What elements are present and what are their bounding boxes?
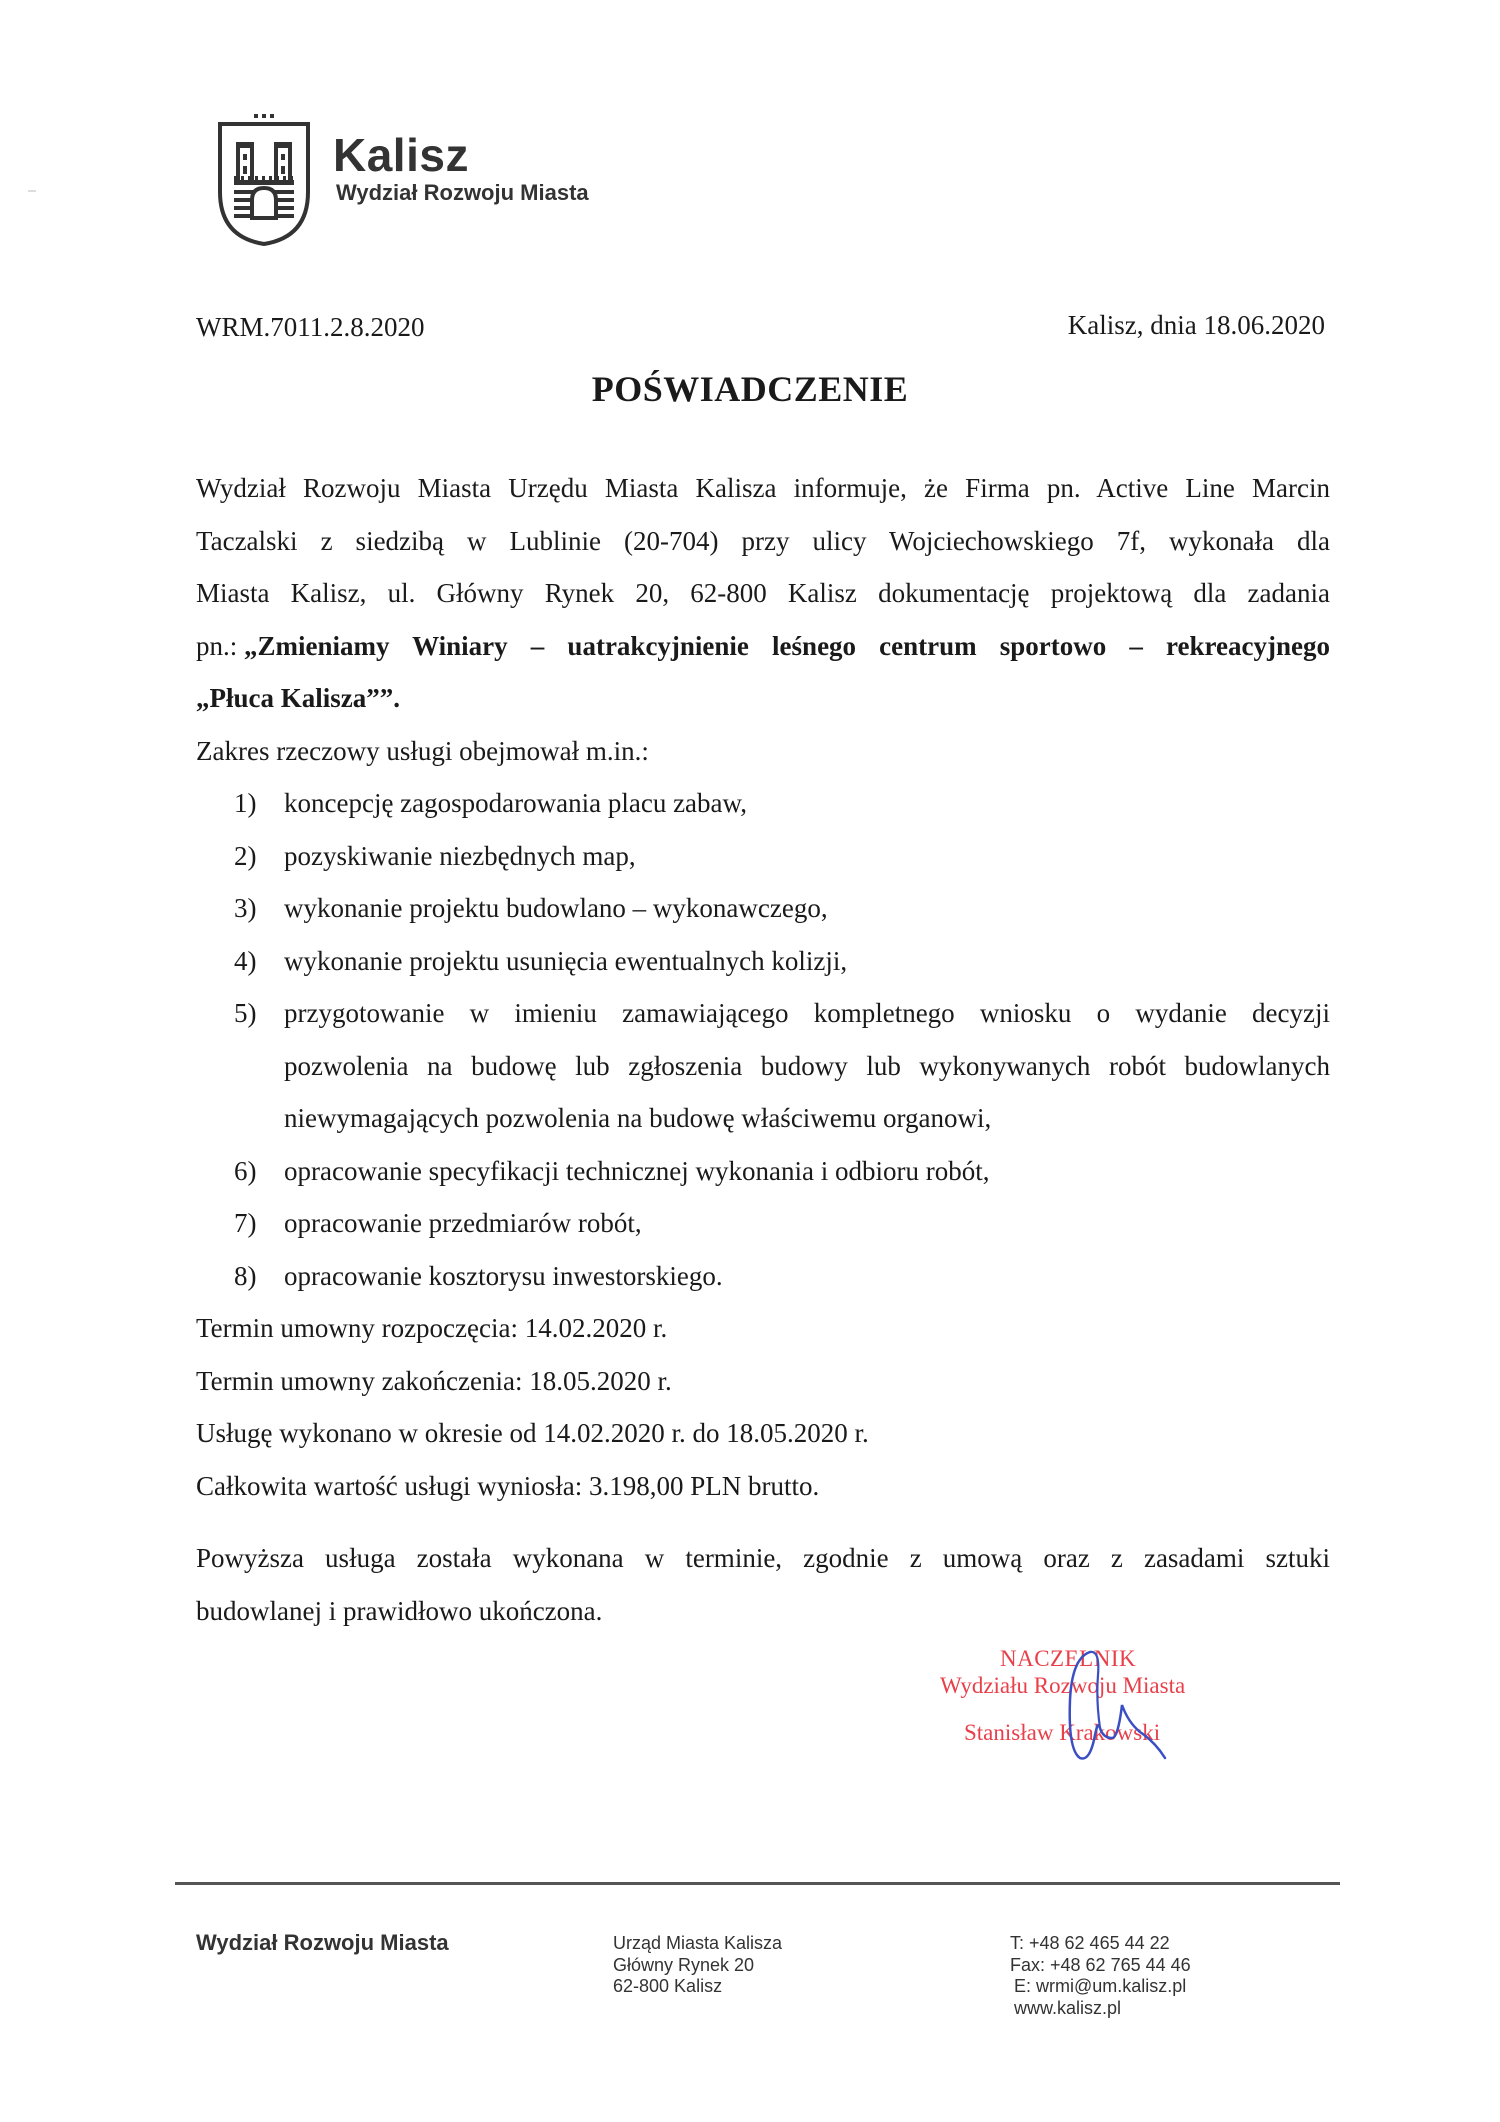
footer-email[interactable]: E: wrmi@um.kalisz.pl [1014, 1976, 1187, 1996]
scope-item-number: 1) [234, 788, 257, 818]
closing-line: budowlanej i prawidłowo ukończona. [196, 1595, 603, 1626]
scope-item-number: 2) [234, 840, 257, 871]
scope-item [196, 777, 1330, 830]
signature-stamp [940, 1640, 1240, 1770]
scope-item-number: 4) [234, 945, 257, 976]
footer-contact [1010, 1933, 1191, 2019]
scope-item-number: 6) [234, 1155, 257, 1186]
intro-line: Wydział Rozwoju Miasta Urzędu Miasta Kalisza informuje, że Firma pn. Active Line Marcin [196, 473, 1330, 503]
footer-department: Wydział Rozwoju Miasta [196, 1930, 449, 1955]
contract-end: Termin umowny zakończenia: 18.05.2020 r. [196, 1365, 672, 1396]
intro-line: Taczalski z siedzibą w Lublinie (20-704) przy ulicy Wojciechowskiego 7f, wykonała dla [196, 525, 1330, 556]
stamp-title: NACZELNIK [1000, 1646, 1137, 1671]
scope-item-text: opracowanie przedmiarów robót, [284, 1208, 642, 1238]
task-line [196, 620, 1330, 673]
scope-item [196, 935, 1330, 988]
service-value: Całkowita wartość usługi wyniosła: 3.198,00 PLN brutto. [196, 1470, 820, 1501]
scope-item [196, 882, 1330, 935]
scope-item [196, 1197, 1330, 1250]
scope-item-text: niewymagających pozwolenia na budowę właściwemu organowi, [284, 1103, 992, 1133]
closing-line: Powyższa usługa została wykonana w terminie, zgodnie z umową oraz z zasadami sztuki [196, 1543, 1330, 1573]
scope-item-text: pozyskiwanie niezbędnych map, [284, 840, 636, 871]
scope-item-text: koncepcję zagospodarowania placu zabaw, [284, 788, 748, 818]
scope-item-text: wykonanie projektu budowlano – wykonawczego, [284, 893, 828, 923]
stamp-name: Stanisław Krakowski [964, 1720, 1161, 1745]
stamp-department: Wydziału Rozwoju Miasta [940, 1673, 1186, 1698]
footer-website[interactable]: www.kalisz.pl [1014, 1997, 1122, 2018]
scope-item [196, 1145, 1330, 1198]
brand-name: Kalisz [333, 129, 469, 181]
scope-item [196, 1250, 1330, 1303]
footer-address-line: 62-800 Kalisz [613, 1976, 723, 1996]
intro-line: Miasta Kalisz, ul. Główny Rynek 20, 62-800 Kalisz dokumentację projektową dla zadania [196, 578, 1330, 608]
document-title: POŚWIADCZENIE [591, 369, 909, 409]
scope-heading: Zakres rzeczowy usługi obejmował m.in.: [196, 735, 649, 766]
footer-address [613, 1933, 782, 1998]
scope-item-text: opracowanie specyfikacji technicznej wykonania i odbioru robót, [284, 1155, 990, 1186]
footer-address-line: Urząd Miasta Kalisza [613, 1933, 783, 1953]
scope-list [196, 777, 1330, 1302]
footer-address-line: Główny Rynek 20 [613, 1954, 755, 1975]
scope-item-number: 5) [234, 998, 257, 1028]
kalisz-coat-of-arms-icon [214, 112, 314, 247]
place-date: Kalisz, dnia 18.06.2020 [1067, 310, 1325, 340]
service-period: Usługę wykonano w okresie od 14.02.2020 r. do 18.05.2020 r. [196, 1418, 869, 1448]
handwritten-signature-icon [940, 1640, 1240, 1770]
footer-fax: Fax: +48 62 765 44 46 [1010, 1954, 1191, 1975]
document-body [196, 462, 1330, 1637]
scope-item-number: 8) [234, 1260, 257, 1291]
scope-item-text: opracowanie kosztorysu inwestorskiego. [284, 1260, 723, 1291]
scope-item [196, 830, 1330, 883]
footer-divider [175, 1882, 1340, 1885]
scope-item-number: 3) [234, 893, 257, 923]
scope-item-text: przygotowanie w imieniu zamawiającego kompletnego wniosku o wydanie decyzji [284, 998, 1330, 1028]
scope-item-number: 7) [234, 1208, 257, 1238]
department-name: Wydział Rozwoju Miasta [336, 180, 589, 205]
scope-item-text: wykonanie projektu usunięcia ewentualnych kolizji, [284, 945, 848, 976]
task-name-continued: „Płuca Kalisza””. [196, 683, 400, 713]
task-name: „Zmieniamy Winiary – uatrakcyjnienie leśnego centrum sportowo – rekreacyjnego [244, 630, 1330, 661]
scan-speck [28, 190, 36, 192]
scope-item [196, 987, 1330, 1145]
contract-start: Termin umowny rozpoczęcia: 14.02.2020 r. [196, 1313, 668, 1343]
task-prefix: pn.: [196, 630, 245, 661]
scope-item-text: pozwolenia na budowę lub zgłoszenia budowy lub wykonywanych robót budowlanych [284, 1050, 1330, 1081]
reference-number: WRM.7011.2.8.2020 [196, 312, 425, 342]
footer-phone: T: +48 62 465 44 22 [1010, 1933, 1170, 1953]
